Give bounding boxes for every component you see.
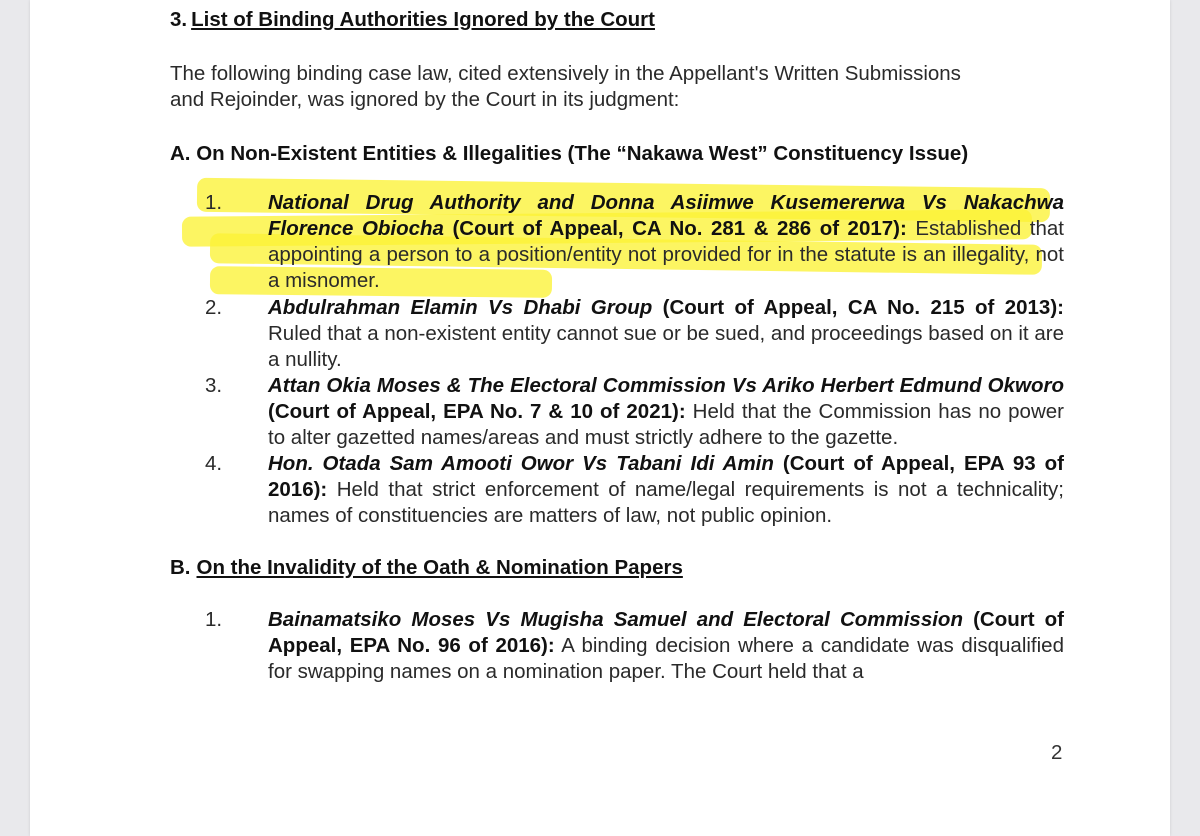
list-item-a3 xyxy=(268,373,1064,451)
case-name: National Drug Authority and Donna Asiimwe Kusemererwa Vs Nakachwa Florence Obiocha xyxy=(268,191,1064,240)
subsection-b-heading xyxy=(170,555,683,581)
case-holding: Held that strict enforcement of name/legal requirements is not a technicality; names of constituencies are matters of law, not public opinion. xyxy=(268,478,1064,527)
section-heading xyxy=(170,7,655,33)
list-item-number: 4. xyxy=(205,452,223,475)
list-item-a4 xyxy=(268,451,1064,529)
case-citation: (Court of Appeal, EPA 93 of 2016): xyxy=(268,452,1064,501)
case-holding: Established that appointing a person to a position/entity not provided for in the statute is an illegality, not a misnomer. xyxy=(268,217,1064,292)
case-citation: (Court of Appeal, EPA No. 7 & 10 of 2021): xyxy=(268,400,686,423)
case-holding: Held that the Commission has no power to alter gazetted names/areas and must strictly adhere to the gazette. xyxy=(268,400,1064,449)
subsection-b-prefix: B. xyxy=(170,556,191,579)
case-name: Bainamatsiko Moses Vs Mugisha Samuel and Electoral Commission xyxy=(268,608,963,631)
case-citation: (Court of Appeal, CA No. 215 of 2013): xyxy=(652,296,1064,319)
intro-line-2: and Rejoinder, was ignored by the Court in its judgment: xyxy=(170,88,680,111)
page-number: 2 xyxy=(1051,741,1063,764)
case-citation: (Court of Appeal, EPA No. 96 of 2016): xyxy=(268,608,1064,657)
section-title: List of Binding Authorities Ignored by the Court xyxy=(191,8,655,31)
case-name: Attan Okia Moses & The Electoral Commission Vs Ariko Herbert Edmund Okworo xyxy=(268,374,1064,397)
subsection-a-heading: A. On Non-Existent Entities & Illegalities (The “Nakawa West” Constituency Issue) xyxy=(170,142,969,165)
case-holding: Ruled that a non-existent entity cannot sue or be sued, and proceedings based on it are a nullity. xyxy=(268,322,1064,371)
document-page xyxy=(30,0,1170,836)
case-citation: (Court of Appeal, CA No. 281 & 286 of 2017): xyxy=(443,217,907,240)
list-item-number: 1. xyxy=(205,608,223,631)
list-item-b1 xyxy=(268,607,1064,685)
list-item-a1 xyxy=(268,190,1064,294)
list-item-number: 1. xyxy=(205,191,223,214)
case-holding: A binding decision where a candidate was disqualified for swapping names on a nomination paper. The Court held that a xyxy=(268,634,1064,683)
list-item-a2 xyxy=(268,295,1064,373)
case-name: Abdulrahman Elamin Vs Dhabi Group xyxy=(268,296,653,319)
section-number: 3. xyxy=(170,8,188,31)
intro-line-1: The following binding case law, cited extensively in the Appellant's Written Submissions xyxy=(170,62,961,85)
subsection-b-title: On the Invalidity of the Oath & Nomination Papers xyxy=(196,556,683,579)
list-item-number: 2. xyxy=(205,296,223,319)
list-item-number: 3. xyxy=(205,374,223,397)
case-name: Hon. Otada Sam Amooti Owor Vs Tabani Idi Amin xyxy=(268,452,774,475)
